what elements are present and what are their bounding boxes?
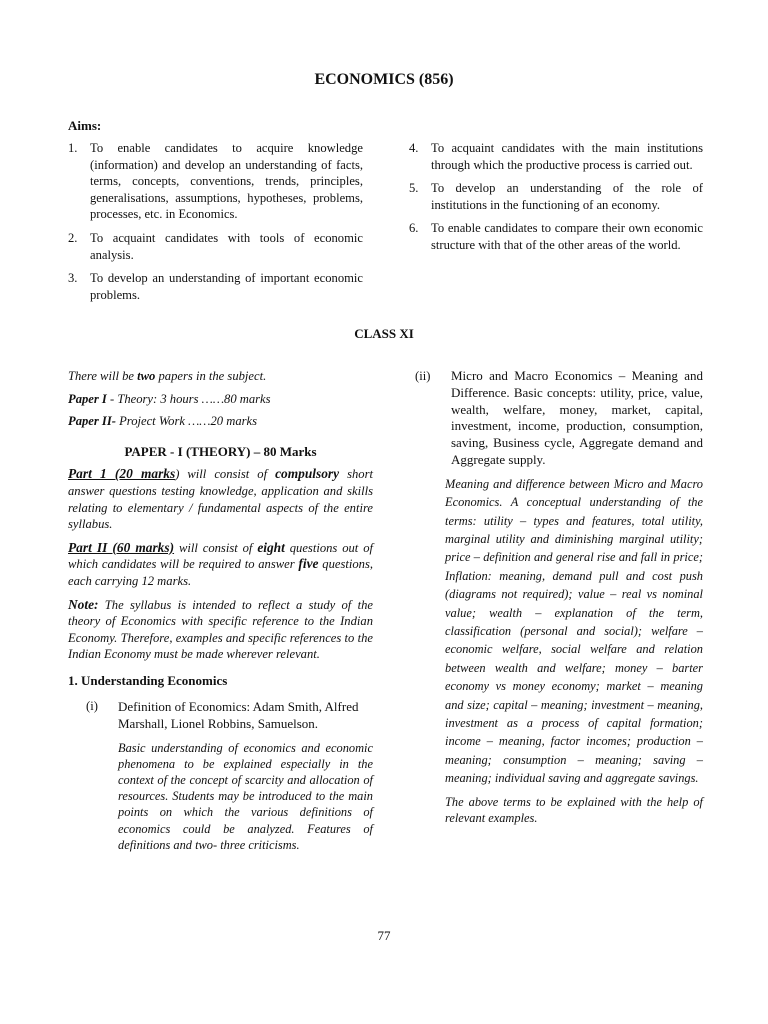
aim-item: 1. To enable candidates to acquire knowledge (information) and develop an understanding of facts, terms, concepts, conventions, trends, principles, generalisations, assumptions, hypotheses, problems, processes, etc. in Economics. xyxy=(68,141,363,222)
section-heading: 1. Understanding Economics xyxy=(68,672,228,688)
right-column xyxy=(409,368,703,827)
paper2-line: Paper II- Project Work ……20 marks xyxy=(68,414,258,429)
aims-heading: Aims: xyxy=(68,118,102,133)
subsection-item: (i) Definition of Economics: Adam Smith, Alfred Marshall, Lionel Robbins, Samuelson. xyxy=(86,698,359,731)
subsection-description: Meaning and difference between Micro and Macro Economics. A conceptual understanding of the terms: utility – types and features, total utility, marginal utility and diminishing marginal utility; price – definition and general rise and fall in price; Inflation: meaning, demand pull and cost push (diagrams not required); value – real vs nominal value; wealth – explanation of the term, classification (personal and social); welfare – economic welfare, social welfare and relation between wealth and welfare; money – barter economy vs money economy; market – meaning and size; capital – meaning; investment – meaning, investment as a process of capital formation; income – meaning, factor incomes; production – meaning; consumption – meaning; saving – meaning; individual saving and aggregate savings. xyxy=(445,476,703,786)
paper1-heading: PAPER - I (THEORY) – 80 Marks xyxy=(124,443,317,459)
subsection-item: (ii) Micro and Macro Economics – Meaning and Difference. Basic concepts: utility, price, value, wealth, welfare, money, market, capital, investment, income, production, consumption, saving, Business cycle, Aggregate demand and Aggregate supply. xyxy=(415,368,703,467)
part1-paragraph: Part 1 (20 marks) will consist of compulsory short answer questions testing knowledge, application and skills relating to elementary / fundamental aspects of the entire syllabus. xyxy=(68,466,373,532)
subsection-description: Basic understanding of economics and economic phenomena to be explained especially in the context of the concept of scarcity and allocation of resources. Students may be introduced to the main points on which the various definitions of economics could be analyzed. Features of definitions and two- three criticisms. xyxy=(118,740,373,852)
subsection-note: The above terms to be explained with the help of relevant examples. xyxy=(445,794,703,826)
aim-item: 5. To develop an understanding of the role of institutions in the functioning of an economy. xyxy=(409,181,703,212)
aim-item: 4. To acquaint candidates with the main institutions through which the productive process is carried out. xyxy=(409,141,703,172)
aims-list-right xyxy=(409,140,703,254)
aims-column-right xyxy=(409,140,703,261)
intro-text: There will be two papers in the subject. xyxy=(68,369,267,383)
paper1-line: Paper I - Theory: 3 hours ……80 marks xyxy=(68,391,271,406)
page-number: 77 xyxy=(377,928,391,943)
aim-item: 2. To acquaint candidates with tools of economic analysis. xyxy=(68,230,363,262)
left-column xyxy=(68,368,373,853)
aims-list-left xyxy=(68,140,363,303)
note-paragraph: Note: The syllabus is intended to reflect a study of the theory of Economics with specific reference to the Indian Economy. Therefore, examples and specific references to the Indian Economy must be made wherever relevant. xyxy=(68,596,373,662)
document-title: ECONOMICS (856) xyxy=(314,71,454,88)
class-heading: CLASS XI xyxy=(354,326,414,341)
part2-paragraph: Part II (60 marks) will consist of eight questions out of which candidates will be required to answer five questions, each carrying 12 marks. xyxy=(68,539,373,588)
aims-column-left xyxy=(68,140,363,310)
aim-item: 3. To develop an understanding of important economic problems. xyxy=(68,271,363,302)
aim-item: 6. To enable candidates to compare their own economic structure with that of the other areas of the world. xyxy=(409,221,703,252)
